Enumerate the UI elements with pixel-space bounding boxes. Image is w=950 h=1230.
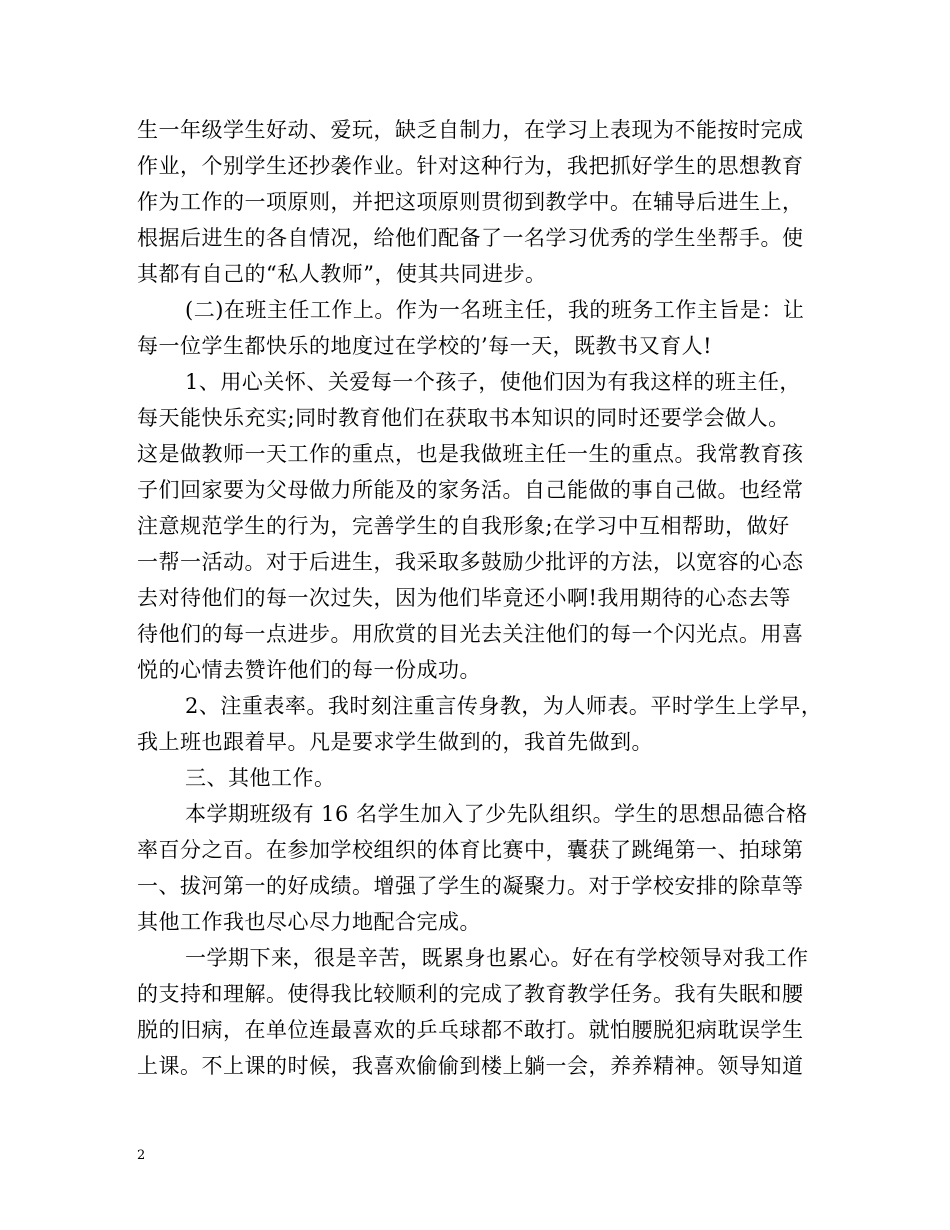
text-line: 我上班也跟着早。凡是要求学生做到的，我首先做到。 xyxy=(137,730,653,754)
text-line: 的支持和理解。使得我比较顺利的完成了教育教学任务。我有失眠和腰 xyxy=(137,982,804,1006)
text-line: 待他们的每一点进步。用欣赏的目光去关注他们的每一个闪光点。用喜 xyxy=(137,622,804,646)
text-line: 1、用心关怀、关爱每一个孩子，使他们因为有我这样的班主任， xyxy=(185,370,801,394)
text-line: 2、注重表率。我时刻注重言传身教，为人师表。平时学生上学早， xyxy=(185,694,823,718)
text-line: 一帮一活动。对于后进生，我采取多鼓励少批评的方法，以宽容的心态 xyxy=(137,550,804,574)
page-number: 2 xyxy=(137,1148,146,1163)
text-line: 子们回家要为父母做力所能及的家务活。自己能做的事自己做。也经常 xyxy=(137,478,804,502)
text-line: 根据后进生的各自情况，给他们配备了一名学习优秀的学生坐帮手。使 xyxy=(137,226,804,250)
text-line: 上课。不上课的时候，我喜欢偷偷到楼上躺一会，养养精神。领导知道 xyxy=(137,1054,804,1078)
text-line: 这是做教师一天工作的重点，也是我做班主任一生的重点。我常教育孩 xyxy=(137,442,804,466)
text-line: 其都有自己的“私人教师”，使其共同进步。 xyxy=(137,262,547,286)
text-line: 悦的心情去赞许他们的每一份成功。 xyxy=(137,658,481,682)
text-line: 作业，个别学生还抄袭作业。针对这种行为，我把抓好学生的思想教育 xyxy=(137,154,804,178)
text-line: 一、拔河第一的好成绩。增强了学生的凝聚力。对于学校安排的除草等 xyxy=(137,874,804,898)
text-line: 注意规范学生的行为，完善学生的自我形象;在学习中互相帮助，做好 xyxy=(137,514,790,538)
section-heading: 三、其他工作。 xyxy=(185,766,336,790)
text-line: 本学期班级有 16 名学生加入了少先队组织。学生的思想品德合格 xyxy=(185,802,808,826)
text-line: 去对待他们的每一次过失，因为他们毕竟还小啊!我用期待的心态去等 xyxy=(137,586,791,610)
text-line: 率百分之百。在参加学校组织的体育比赛中，囊获了跳绳第一、拍球第 xyxy=(137,838,804,862)
text-line: 每天能快乐充实;同时教育他们在获取书本知识的同时还要学会做人。 xyxy=(137,406,790,430)
text-line: 每一位学生都快乐的地度过在学校的’每一天，既教书又育人! xyxy=(137,334,713,358)
text-line: 一学期下来，很是辛苦，既累身也累心。好在有学校领导对我工作 xyxy=(185,946,809,970)
text-line: 生一年级学生好动、爱玩，缺乏自制力，在学习上表现为不能按时完成 xyxy=(137,118,804,142)
text-line: 其他工作我也尽心尽力地配合完成。 xyxy=(137,910,481,934)
text-line: (二)在班主任工作上。作为一名班主任，我的班务工作主旨是：让 xyxy=(185,298,805,322)
text-line: 脱的旧病，在单位连最喜欢的乒乓球都不敢打。就怕腰脱犯病耽误学生 xyxy=(137,1018,804,1042)
text-line: 作为工作的一项原则，并把这项原则贯彻到教学中。在辅导后进生上， xyxy=(137,190,804,214)
